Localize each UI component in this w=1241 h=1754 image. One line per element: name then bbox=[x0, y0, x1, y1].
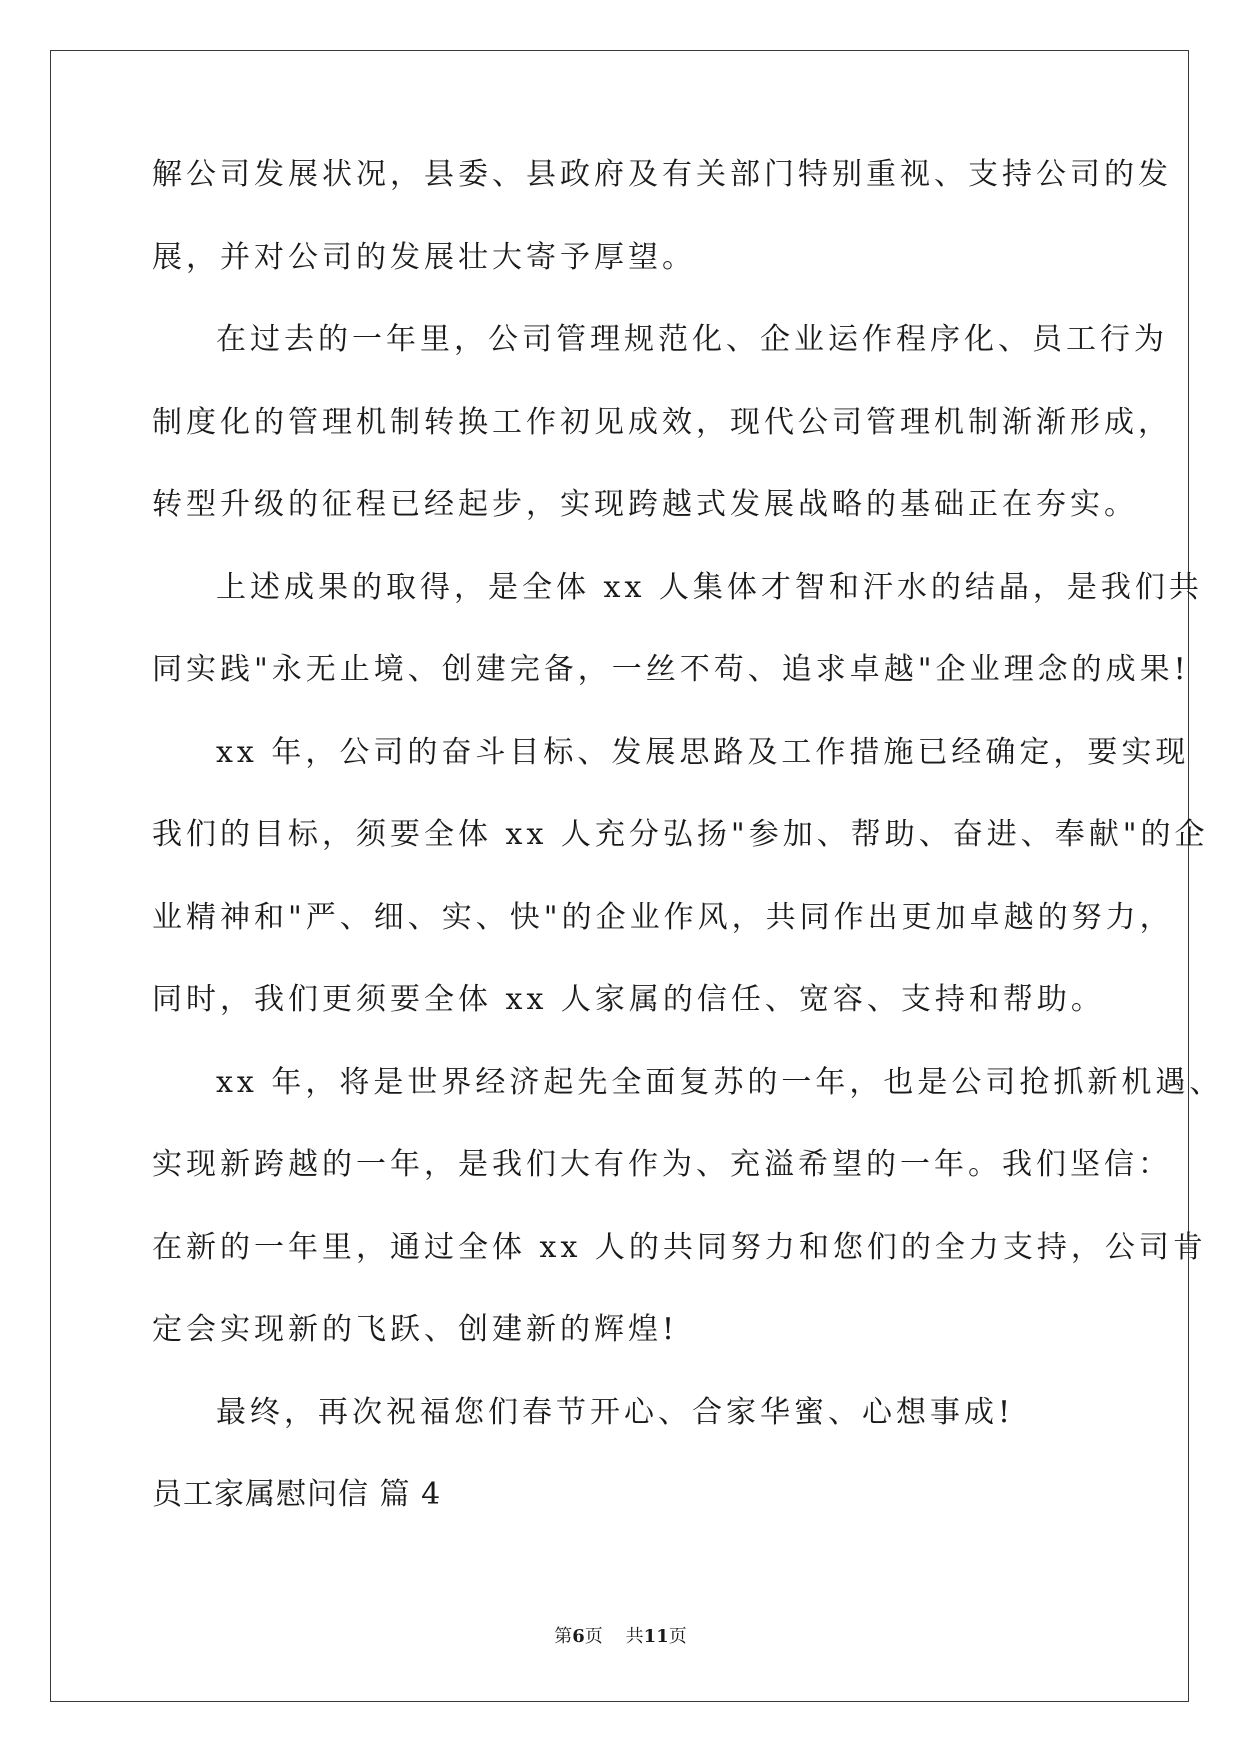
paragraph-line: 业精神和"严、细、实、快"的企业作风，共同作出更加卓越的努力， bbox=[152, 899, 1174, 935]
paragraph-line: xx 年，将是世界经济起先全面复苏的一年，也是公司抢抓新机遇、 bbox=[216, 1064, 1224, 1100]
paragraph-line: 实现新跨越的一年，是我们大有作为、充溢希望的一年。我们坚信： bbox=[152, 1147, 1172, 1182]
paragraph-line: 我们的目标，须要全体 xx 人充分弘扬"参加、帮助、奋进、奉献"的企 bbox=[152, 817, 1209, 852]
paragraph-line: 同实践"永无止境、创建完备，一丝不苟、追求卓越"企业理念的成果! bbox=[152, 652, 1190, 687]
paragraph-line: 制度化的管理机制转换工作初见成效，现代公司管理机制渐渐形成， bbox=[152, 404, 1172, 440]
paragraph-line: xx 年，公司的奋斗目标、发展思路及工作措施已经确定，要实现 bbox=[216, 734, 1190, 770]
paragraph-line: 同时，我们更须要全体 xx 人家属的信任、宽容、支持和帮助。 bbox=[152, 982, 1105, 1017]
footer-total-prefix: 共 bbox=[625, 1626, 644, 1647]
paragraph-line: 上述成果的取得，是全体 xx 人集体才智和汗水的结晶，是我们共 bbox=[216, 569, 1203, 605]
document-body bbox=[152, 157, 1224, 1563]
footer-total-suffix: 页 bbox=[668, 1626, 687, 1647]
paragraph-line: 在过去的一年里，公司管理规范化、企业运作程序化、员工行为 bbox=[216, 322, 1168, 357]
paragraph-line: 转型升级的征程已经起步，实现跨越式发展战略的基础正在夯实。 bbox=[152, 487, 1138, 522]
paragraph-line: 在新的一年里，通过全体 xx 人的共同努力和您们的全力支持，公司肯 bbox=[152, 1229, 1207, 1265]
paragraph-line: 最终，再次祝福您们春节开心、合家华蜜、心想事成! bbox=[216, 1394, 1015, 1430]
paragraph-line: 解公司发展状况，县委、县政府及有关部门特别重视、支持公司的发 bbox=[152, 157, 1172, 192]
paragraph-line: 定会实现新的飞跃、创建新的辉煌! bbox=[152, 1312, 679, 1347]
total-page-count: 11 bbox=[643, 1626, 669, 1647]
paragraph-line: 展，并对公司的发展壮大寄予厚望。 bbox=[152, 239, 696, 275]
section-heading: 员工家属慰问信 篇 4 bbox=[152, 1477, 442, 1512]
page-footer bbox=[0, 1628, 1241, 1646]
footer-page-suffix: 页 bbox=[584, 1626, 603, 1647]
current-page-number: 6 bbox=[572, 1626, 585, 1647]
footer-prefix: 第 bbox=[554, 1626, 573, 1647]
